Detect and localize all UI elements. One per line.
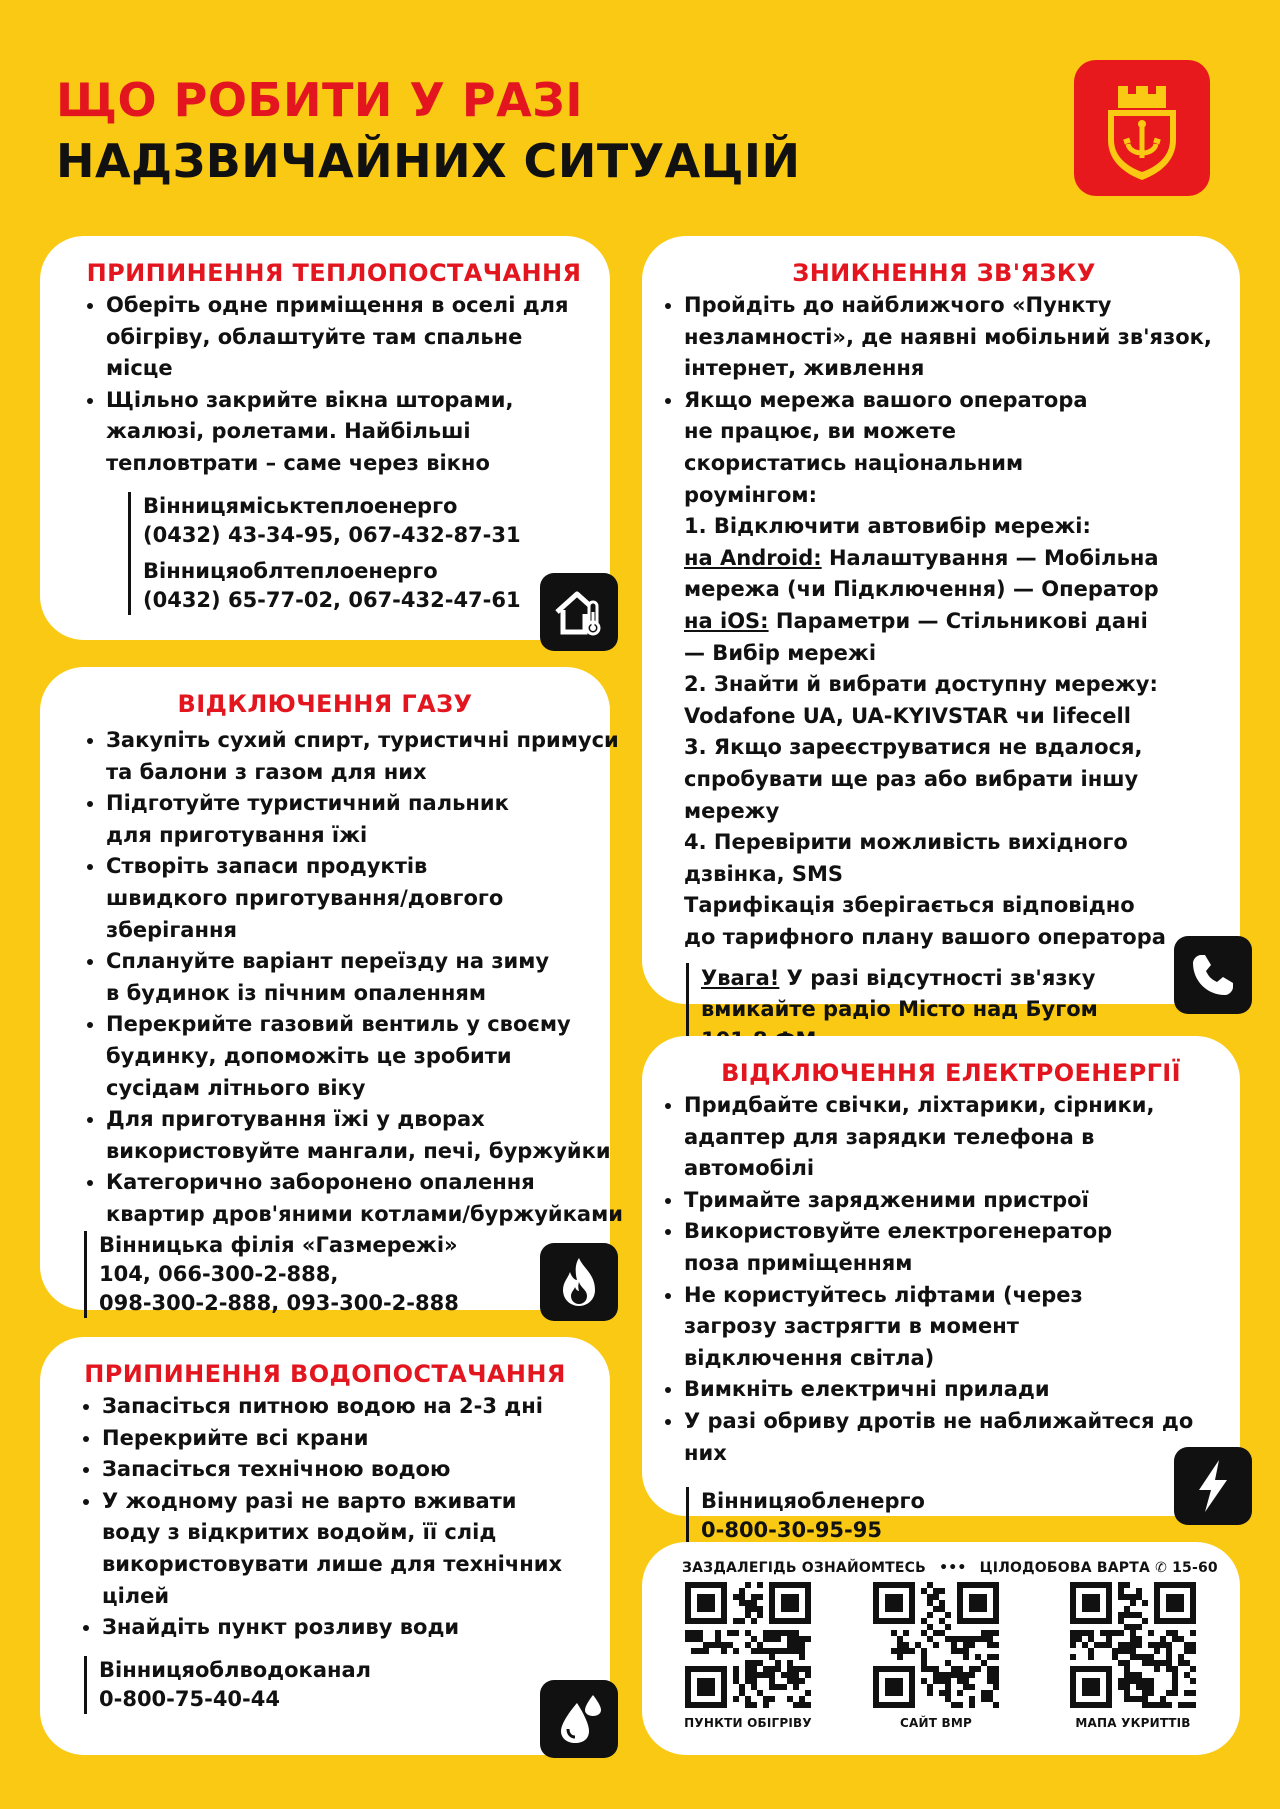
list-item: Підготуйте туристичний пальник для приготування їжі [84, 788, 624, 851]
dots: ••• [939, 1560, 967, 1576]
step-1: 1. Відключити автовибір мережі: [684, 514, 1091, 539]
connection-card [642, 236, 1240, 1022]
house-thermometer-icon [540, 573, 618, 651]
heating-card [40, 236, 610, 640]
contact-org: Вінницька філія «Газмережі» [99, 1232, 458, 1257]
water-list [80, 1391, 570, 1644]
list-item: Перекрийте всі крани [80, 1423, 570, 1455]
list-item: Запасіться технічною водою [80, 1454, 570, 1486]
contact-org: Вінницяобленерго [701, 1489, 925, 1514]
contact-org: Вінницяміськтеплоенерго [143, 493, 458, 518]
gas-title: ВІДКЛЮЧЕННЯ ГАЗУ [177, 690, 473, 718]
power-list [662, 1090, 1242, 1469]
power-card [642, 1036, 1240, 1543]
list-item: У жодному разі не варто вживати воду з відкритих водойм, її слід використовувати лише для технічних цілей [80, 1486, 570, 1612]
heating-list [84, 290, 584, 480]
list-item: Якщо мережа вашого оператора не працює, ви можете скористатись національним роумінгом: [662, 385, 1226, 511]
list-item: Використовуйте електрогенератор поза приміщенням [662, 1216, 1242, 1279]
ios-label: на iOS: [684, 608, 769, 633]
qr-code-image [685, 1582, 811, 1708]
city-coat-of-arms-icon [1074, 60, 1210, 196]
warning-label: Увага! [701, 966, 780, 991]
power-contacts [686, 1487, 1001, 1545]
contact-phones: 0-800-30-95-95 [701, 1518, 882, 1543]
roaming-steps [662, 511, 1226, 1056]
qr-code-city-site[interactable] [866, 1582, 1006, 1730]
list-item: Створіть запаси продуктів швидкого приготування/довгого зберігання [84, 851, 624, 946]
qr-code-image [873, 1582, 999, 1708]
page-title [56, 70, 801, 192]
step-2: 2. Знайти й вибрати доступну мережу: Vodafone UA, UA-KYIVSTAR чи lifecell [684, 672, 1158, 728]
qr-code-heating-points[interactable] [678, 1582, 818, 1730]
list-item: Придбайте свічки, ліхтарики, сірники, адаптер для зарядки телефона в автомобілі [662, 1090, 1242, 1185]
phone-small-icon: ✆ [1155, 1560, 1168, 1576]
qr-header [682, 1560, 1220, 1576]
list-item: Категорично заборонено опалення квартир дров'яними котлами/буржуйками [84, 1167, 624, 1230]
water-contacts [84, 1656, 399, 1714]
list-item: Тримайте зарядженими пристрої [662, 1185, 1242, 1217]
step-android [684, 543, 1226, 606]
list-item: Пройдіть до найближчого «Пункту незламності», де наявні мобільний зв'язок, інтернет, живлення [662, 290, 1226, 385]
gas-card [40, 667, 623, 1315]
list-item: Вимкніть електричні прилади [662, 1374, 1242, 1406]
contact-phones: 0-800-75-40-44 [99, 1686, 280, 1711]
heating-title: ПРИПИНЕННЯ ТЕПЛОПОСТАЧАННЯ [86, 259, 582, 287]
qr-label: МАПА УКРИТТІВ [1075, 1716, 1191, 1730]
gas-contacts [84, 1231, 479, 1318]
water-title: ПРИПИНЕННЯ ВОДОПОСТАЧАННЯ [84, 1360, 566, 1388]
contact-phones: (0432) 65-77-02, 067-432-47-61 [143, 587, 521, 612]
qr-header-right: ЦІЛОДОБОВА ВАРТА [979, 1560, 1150, 1576]
qr-label: САЙТ ВМР [900, 1716, 972, 1730]
fire-icon [540, 1243, 618, 1321]
heating-contacts [128, 492, 523, 615]
water-card [40, 1337, 610, 1755]
qr-code-image [1070, 1582, 1196, 1708]
list-item: У разі обриву дротів не наближайтеся до них [662, 1406, 1242, 1469]
title-line-1: ЩО РОБИТИ У РАЗІ [56, 73, 583, 127]
list-item: Перекрийте газовий вентиль у своєму будинку, допоможіть це зробити сусідам літнього віку [84, 1009, 624, 1104]
tariff-note: Тарифікація зберігається відповідно до тарифного плану вашого оператора [684, 893, 1166, 949]
hotline-number: 15-60 [1172, 1560, 1218, 1576]
phone-icon [1174, 936, 1252, 1014]
list-item: Знайдіть пункт розливу води [80, 1612, 570, 1644]
qr-label: ПУНКТИ ОБІГРІВУ [684, 1716, 812, 1730]
contact-org: Вінницяоблводоканал [99, 1657, 372, 1682]
list-item: Закупіть сухий спирт, туристичні примуси та балони з газом для них [84, 725, 624, 788]
connection-list [662, 290, 1226, 511]
list-item: Сплануйте варіант переїзду на зиму в будинок із пічним опаленням [84, 946, 624, 1009]
contact-phones: (0432) 43-34-95, 067-432-87-31 [143, 522, 521, 547]
list-item: Для приготування їжі у дворах використовуйте мангали, печі, буржуйки [84, 1104, 624, 1167]
list-item: Не користуйтесь ліфтами (через загрозу застрягти в момент відключення світла) [662, 1280, 1242, 1375]
step-ios [684, 606, 1226, 669]
warning-text: У разі відсутності зв'язку вмикайте радіо Місто над Бугом [701, 966, 1098, 1022]
contact-phones: 098-300-2-888, 093-300-2-888 [99, 1290, 459, 1315]
water-drops-icon [540, 1680, 618, 1758]
step-4: 4. Перевірити можливість вихідного дзвінка, SMS [684, 830, 1128, 886]
android-text: Налаштування — Мобільна мережа (чи Підключення) — Оператор [684, 545, 1159, 602]
power-title: ВІДКЛЮЧЕННЯ ЕЛЕКТРОЕНЕРГІЇ [721, 1059, 1181, 1087]
ios-text: Параметри — Стільникові дані — Вибір мережі [684, 608, 1148, 665]
list-item: Оберіть одне приміщення в оселі для обігріву, облаштуйте там спальне місце [84, 290, 584, 385]
contact-phones: 104, 066-300-2-888, [99, 1261, 339, 1286]
qr-code-shelters-map[interactable] [1063, 1582, 1203, 1730]
qr-header-left: ЗАЗДАЛЕГІДЬ ОЗНАЙОМТЕСЬ [682, 1560, 926, 1576]
connection-title: ЗНИКНЕННЯ ЗВ'ЯЗКУ [792, 259, 1096, 287]
title-line-2: НАДЗВИЧАЙНИХ СИТУАЦІЙ [56, 134, 801, 188]
step-3: 3. Якщо зареєструватися не вдалося, спробувати ще раз або вибрати іншу мережу [684, 735, 1143, 823]
contact-org: Вінницяоблтеплоенерго [143, 558, 438, 583]
android-label: на Android: [684, 545, 822, 570]
gas-list [84, 725, 624, 1231]
list-item: Щільно закрийте вікна шторами, жалюзі, ролетами. Найбільші тепловтрати – саме через вікно [84, 385, 584, 480]
list-item: Запасіться питною водою на 2-3 дні [80, 1391, 570, 1423]
lightning-icon [1174, 1447, 1252, 1525]
